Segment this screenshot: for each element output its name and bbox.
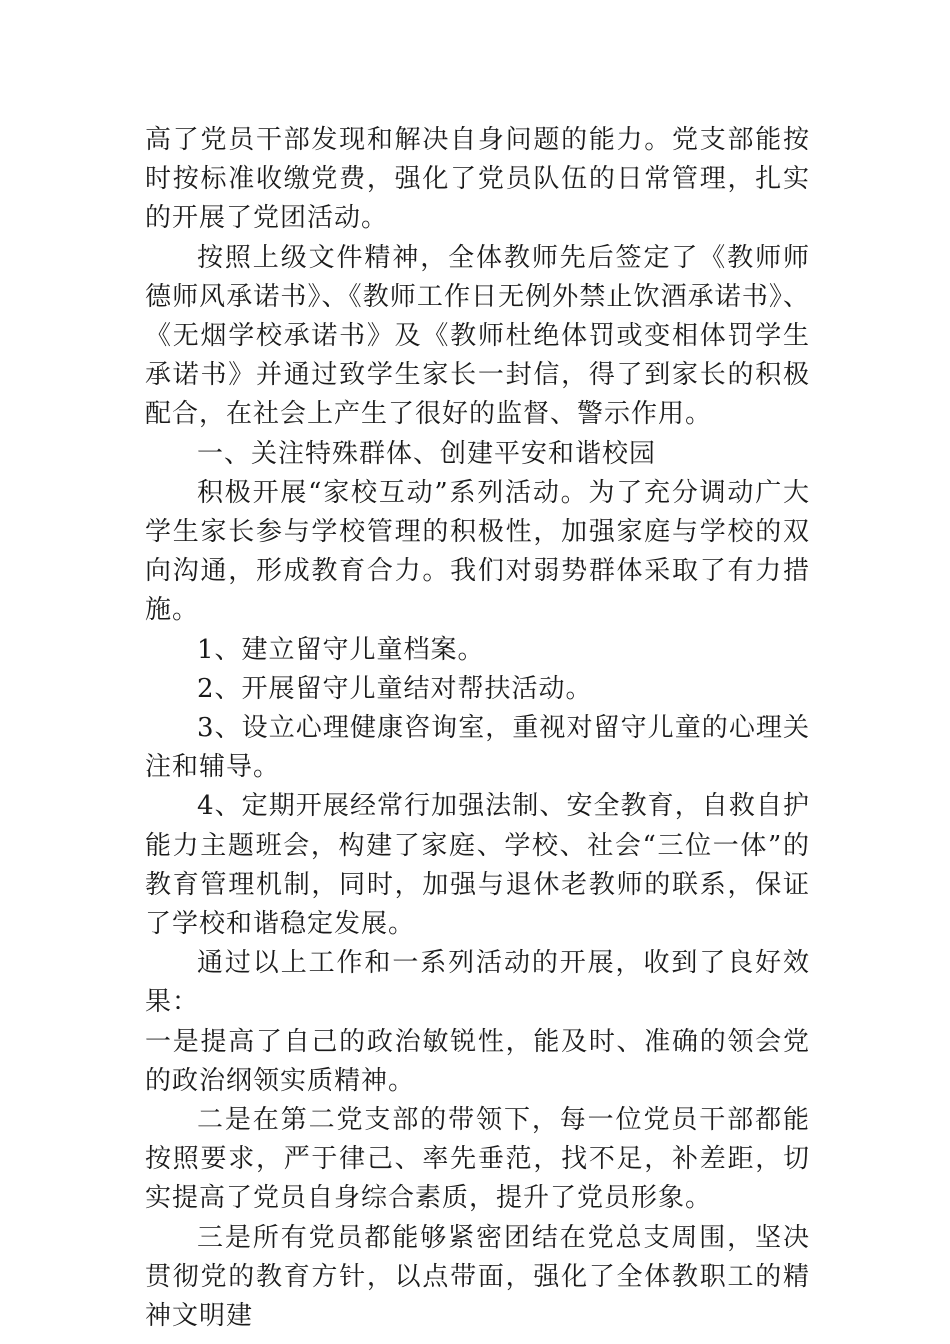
list-item-1: 1、建立留守儿童档案。 <box>197 634 485 665</box>
paragraph-1: 高了党员干部发现和解决自身问题的能力。党支部能按时按标准收缴党费，强化了党员队伍的日常管理，扎实的开展了党团活动。 <box>145 125 810 234</box>
document-body <box>145 121 810 1336</box>
paragraph-2: 按照上级文件精神，全体教师先后签定了《教师师德师风承诺书》、《教师工作日无例外禁止饮酒承诺书》、《无烟学校承诺书》及《教师杜绝体罚或变相体罚学生承诺书》并通过致学生家长一封信，得了到家长的积极配合，在社会上产生了很好的监督、警示作用。 <box>145 242 810 430</box>
list-item-3: 3、设立心理健康咨询室，重视对留守儿童的心理关注和辅导。 <box>145 713 810 783</box>
result-item-3: 三是所有党员都能够紧密团结在党总支周围，坚决贯彻党的教育方针，以点带面，强化了全体教职工的精神文明建 <box>145 1222 810 1332</box>
section-heading: 一、关注特殊群体、创建平安和谐校园 <box>197 438 657 469</box>
list-item-2: 2、开展留守儿童结对帮扶活动。 <box>197 673 593 704</box>
result-item-1: 一是提高了自己的政治敏锐性，能及时、准确的领会党的政治纲领实质精神。 <box>145 1026 810 1096</box>
paragraph-3: 积极开展“家校互动”系列活动。为了充分调动广大学生家长参与学校管理的积极性，加强家庭与学校的双向沟通，形成教育合力。我们对弱势群体采取了有力措施。 <box>145 477 810 626</box>
result-item-2: 二是在第二党支部的带领下，每一位党员干部都能按照要求，严于律己、率先垂范，找不足，补差距，切实提高了党员自身综合素质，提升了党员形象。 <box>145 1105 810 1214</box>
list-item-4: 4、定期开展经常行加强法制、安全教育，自救自护能力主题班会，构建了家庭、学校、社会“三位一体”的教育管理机制，同时，加强与退休老教师的联系，保证了学校和谐稳定发展。 <box>145 791 810 940</box>
paragraph-results-intro: 通过以上工作和一系列活动的开展，收到了良好效果： <box>145 948 810 1018</box>
